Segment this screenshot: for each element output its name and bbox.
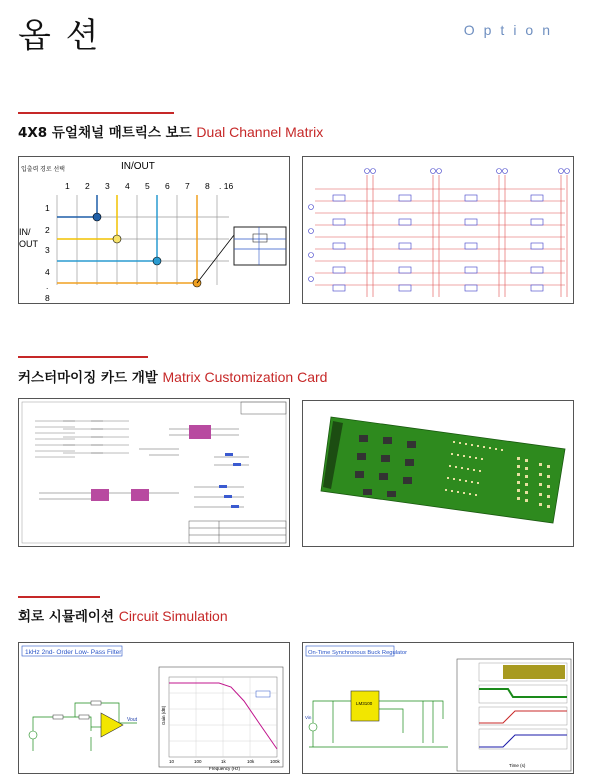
callout-leader	[197, 235, 234, 283]
buck-sim-panel	[302, 642, 574, 774]
section-1-title-ko: 4X8 듀얼채널 매트릭스 보드	[18, 125, 192, 141]
matrix-side-label-2: OUT	[19, 239, 38, 249]
relay-symbols	[333, 195, 543, 291]
section-3-rule	[18, 596, 100, 598]
resistor-symbol	[53, 715, 63, 719]
col-label: 1	[65, 181, 70, 191]
crosspoint-dot	[153, 257, 161, 265]
bode-xtick: 10	[169, 759, 175, 764]
filter-schematic	[33, 703, 137, 751]
row-label: 4	[45, 267, 50, 277]
schematic-ic-parts	[91, 425, 211, 501]
transient-plot	[457, 659, 571, 771]
bode-plot	[159, 667, 283, 771]
section-2-title-en: Matrix Customization Card	[162, 369, 328, 385]
card-schematic-panel	[18, 398, 290, 547]
filter-vout-label: Vout	[127, 717, 138, 723]
buck-title: On-Time Synchronous Buck Regulator	[308, 650, 408, 656]
row-label: .	[46, 281, 49, 291]
matrix-grid	[57, 195, 229, 285]
page-subtitle: Option	[463, 22, 559, 38]
source-symbol	[29, 731, 37, 739]
relay-zoom-callout	[234, 227, 286, 265]
row-label: 3	[45, 245, 50, 255]
col-label: 7	[185, 181, 190, 191]
filter-title: 1kHz 2nd- Order Low- Pass Filter	[25, 649, 122, 656]
bode-xtick: 10k	[247, 759, 255, 764]
matrix-side-label-1: IN/	[19, 227, 31, 237]
transient-xlabel: Time (s)	[509, 763, 526, 768]
section-2-title	[18, 366, 327, 386]
schematic-netlines	[35, 421, 129, 457]
bode-xtick: 100	[194, 759, 202, 764]
col-label: 2	[85, 181, 90, 191]
bode-xlabel: Frequency (Hz)	[209, 766, 241, 771]
matrix-caption: 입출력 경로 선택	[21, 167, 65, 173]
col-label: 3	[105, 181, 110, 191]
source-symbol	[309, 723, 317, 731]
col-label: 8	[205, 181, 210, 191]
resistor-symbol	[79, 715, 89, 719]
section-1-title	[18, 121, 323, 141]
matrix-top-label: IN/OUT	[121, 161, 155, 172]
section-2-rule	[18, 356, 148, 358]
matrix-diagram-panel	[18, 156, 290, 304]
row-label: 1	[45, 203, 50, 213]
crosspoint-dot	[93, 213, 101, 221]
col-label: 5	[145, 181, 150, 191]
section-1-rule	[18, 112, 174, 114]
filter-sim-panel	[18, 642, 290, 774]
bode-xtick: 100k	[270, 759, 280, 764]
schematic-components	[219, 453, 241, 508]
matrix-schematic-panel	[302, 156, 574, 304]
buck-vin-label: Vin	[305, 715, 312, 720]
bode-xtick: 1k	[221, 759, 226, 764]
title-block	[189, 402, 286, 543]
buck-ic-symbol	[351, 691, 379, 721]
section-1-title-en: Dual Channel Matrix	[196, 124, 324, 140]
crosspoint-dot	[113, 235, 121, 243]
bode-ylabel: Gain (dB)	[161, 705, 166, 725]
section-2-title-ko: 커스터마이징 카드 개발	[18, 370, 158, 386]
col-label: 6	[165, 181, 170, 191]
schematic-wires	[315, 175, 567, 297]
opamp-symbol	[101, 713, 123, 737]
pcb-board	[321, 417, 565, 523]
row-label: 8	[45, 293, 50, 303]
buck-ic-label: LM3100	[356, 701, 373, 706]
pcb-render-panel	[302, 400, 574, 547]
resistor-symbol	[91, 701, 101, 705]
page-title: 옵 션	[18, 16, 101, 56]
col-label: 4	[125, 181, 130, 191]
section-3-title-ko: 회로 시뮬레이션	[18, 609, 114, 625]
col-label: . 16	[219, 181, 234, 191]
section-3-title-en: Circuit Simulation	[118, 608, 228, 624]
row-label: 2	[45, 225, 50, 235]
section-3-title	[18, 605, 228, 625]
